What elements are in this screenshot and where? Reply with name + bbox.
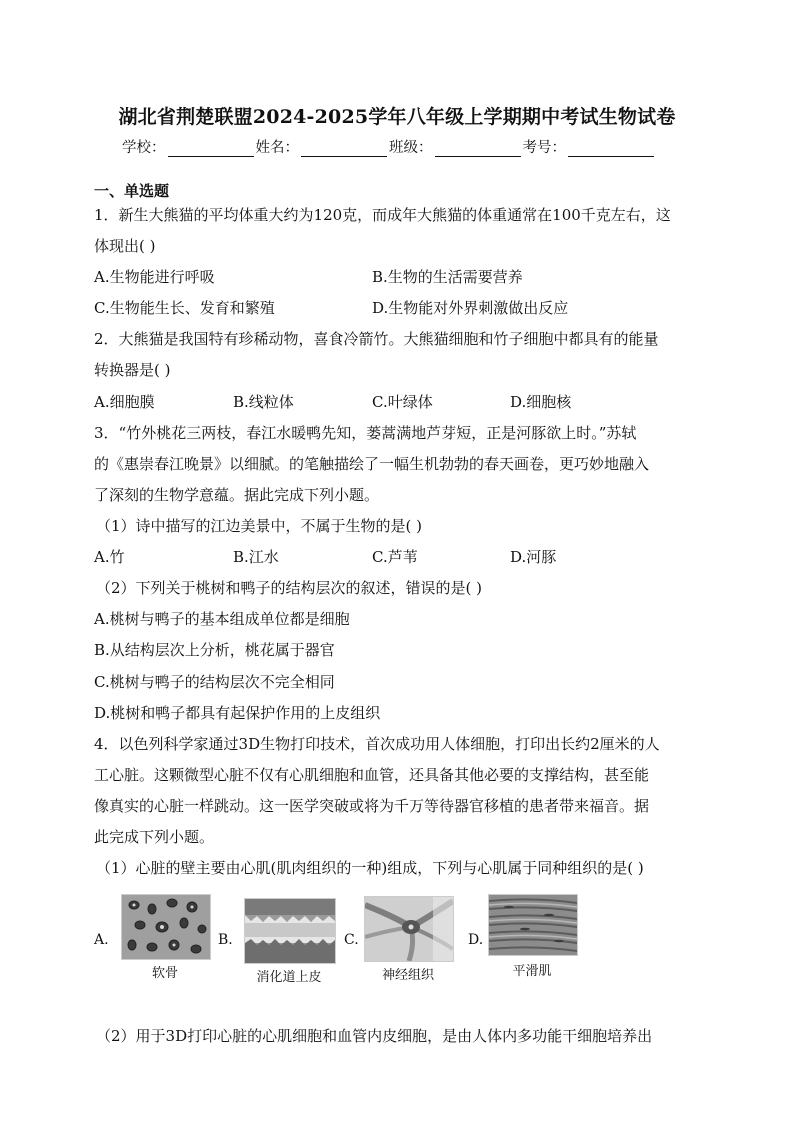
q4-stem-line1: 4．以色列科学家通过3D生物打印技术，首次成功用人体细胞，打印出长约2厘米的人	[94, 735, 660, 753]
option-letter: D.	[468, 932, 484, 948]
q2-option-a[interactable]: A.细胞膜	[94, 393, 155, 411]
q3-stem-line2: 的《惠崇春江晚景》以细腻。的笔触描绘了一幅生机勃勃的春天画卷，更巧妙地融入	[94, 455, 650, 473]
name-label: 姓名：	[255, 140, 299, 156]
q2-option-b[interactable]: B.线粒体	[233, 393, 294, 411]
q1-option-d[interactable]: D.生物能对外界刺激做出反应	[372, 299, 569, 317]
option-letter: B.	[218, 932, 233, 948]
q2-stem-line2: 转换器是( )	[94, 361, 171, 379]
q3-sub2-option-d[interactable]: D.桃树和鸭子都具有起保护作用的上皮组织	[94, 704, 381, 722]
exam-number-label: 考号：	[522, 140, 566, 156]
section-heading: 一、单选题	[94, 182, 170, 200]
q3-sub1-stem: （1）诗中描写的江边美景中，不属于生物的是( )	[96, 517, 423, 535]
q1-option-a[interactable]: A.生物能进行呼吸	[94, 268, 215, 286]
option-caption: 平滑肌	[512, 964, 552, 979]
q1-option-b[interactable]: B.生物的生活需要营养	[372, 268, 523, 286]
class-label: 班级：	[389, 140, 433, 156]
school-label: 学校：	[122, 140, 166, 156]
q1-stem-line2: 体现出( )	[94, 237, 156, 255]
q4-stem-line3: 像真实的心脏一样跳动。这一医学突破或将为千万等待器官移植的患者带来福音。据	[94, 797, 650, 815]
page-title: 湖北省荆楚联盟2024-2025学年八年级上学期期中考试生物试卷	[118, 106, 676, 128]
q4-stem-line2: 工心脏。这颗微型心脏不仅有心肌细胞和血管，还具备其他必要的支撑结构，甚至能	[94, 766, 650, 784]
q3-sub2-stem: （2）下列关于桃树和鸭子的结构层次的叙述，错误的是( )	[96, 579, 483, 597]
q2-stem-line1: 2．大熊猫是我国特有珍稀动物，喜食冷箭竹。大熊猫细胞和竹子细胞中都具有的能量	[94, 330, 659, 348]
q3-sub1-option-c[interactable]: C.芦苇	[372, 548, 418, 566]
q4-stem-line4: 此完成下列小题。	[94, 828, 215, 846]
class-blank[interactable]	[435, 142, 521, 157]
q2-option-d[interactable]: D.细胞核	[510, 393, 572, 411]
cartilage-micrograph-image	[121, 894, 211, 960]
q3-sub2-option-c[interactable]: C.桃树与鸭子的结构层次不完全相同	[94, 673, 335, 691]
exam-number-blank[interactable]	[568, 142, 654, 157]
q4-sub1-stem: （1）心脏的壁主要由心肌(肌肉组织的一种)组成，下列与心肌属于同种组织的是( )	[96, 859, 644, 877]
epithelium-micrograph-image	[244, 898, 336, 964]
option-letter: A.	[94, 932, 109, 948]
q3-stem-line3: 了深刻的生物学意蕴。据此完成下列小题。	[94, 486, 380, 504]
q3-sub1-option-a[interactable]: A.竹	[94, 548, 125, 566]
option-caption: 神经组织	[381, 968, 434, 983]
nerve-tissue-micrograph-image	[364, 896, 454, 962]
q1-option-c[interactable]: C.生物能生长、发育和繁殖	[94, 299, 275, 317]
smooth-muscle-micrograph-image	[488, 894, 578, 956]
q3-sub2-option-a[interactable]: A.桃树与鸭子的基本组成单位都是细胞	[94, 610, 350, 628]
q3-sub1-option-d[interactable]: D.河豚	[510, 548, 557, 566]
q1-stem-line1: 1．新生大熊猫的平均体重大约为120克，而成年大熊猫的体重通常在100千克左右，这	[94, 206, 671, 224]
q4-image-options	[94, 894, 714, 984]
school-blank[interactable]	[168, 142, 254, 157]
student-info-line	[122, 136, 656, 157]
q2-option-c[interactable]: C.叶绿体	[372, 393, 433, 411]
q3-sub1-option-b[interactable]: B.江水	[233, 548, 279, 566]
q3-sub2-option-b[interactable]: B.从结构层次上分析，桃花属于器官	[94, 641, 335, 659]
q3-stem-line1: 3．“竹外桃花三两枝，春江水暖鸭先知，蒌蒿满地芦芽短，正是河豚欲上时。”苏轼	[94, 424, 637, 442]
option-letter: C.	[344, 932, 359, 948]
option-caption: 软骨	[151, 966, 178, 981]
q4-sub2-stem: （2）用于3D打印心脏的心肌细胞和血管内皮细胞，是由人体内多功能干细胞培养出	[96, 1027, 653, 1045]
option-caption: 消化道上皮	[256, 970, 322, 985]
name-blank[interactable]	[301, 142, 387, 157]
